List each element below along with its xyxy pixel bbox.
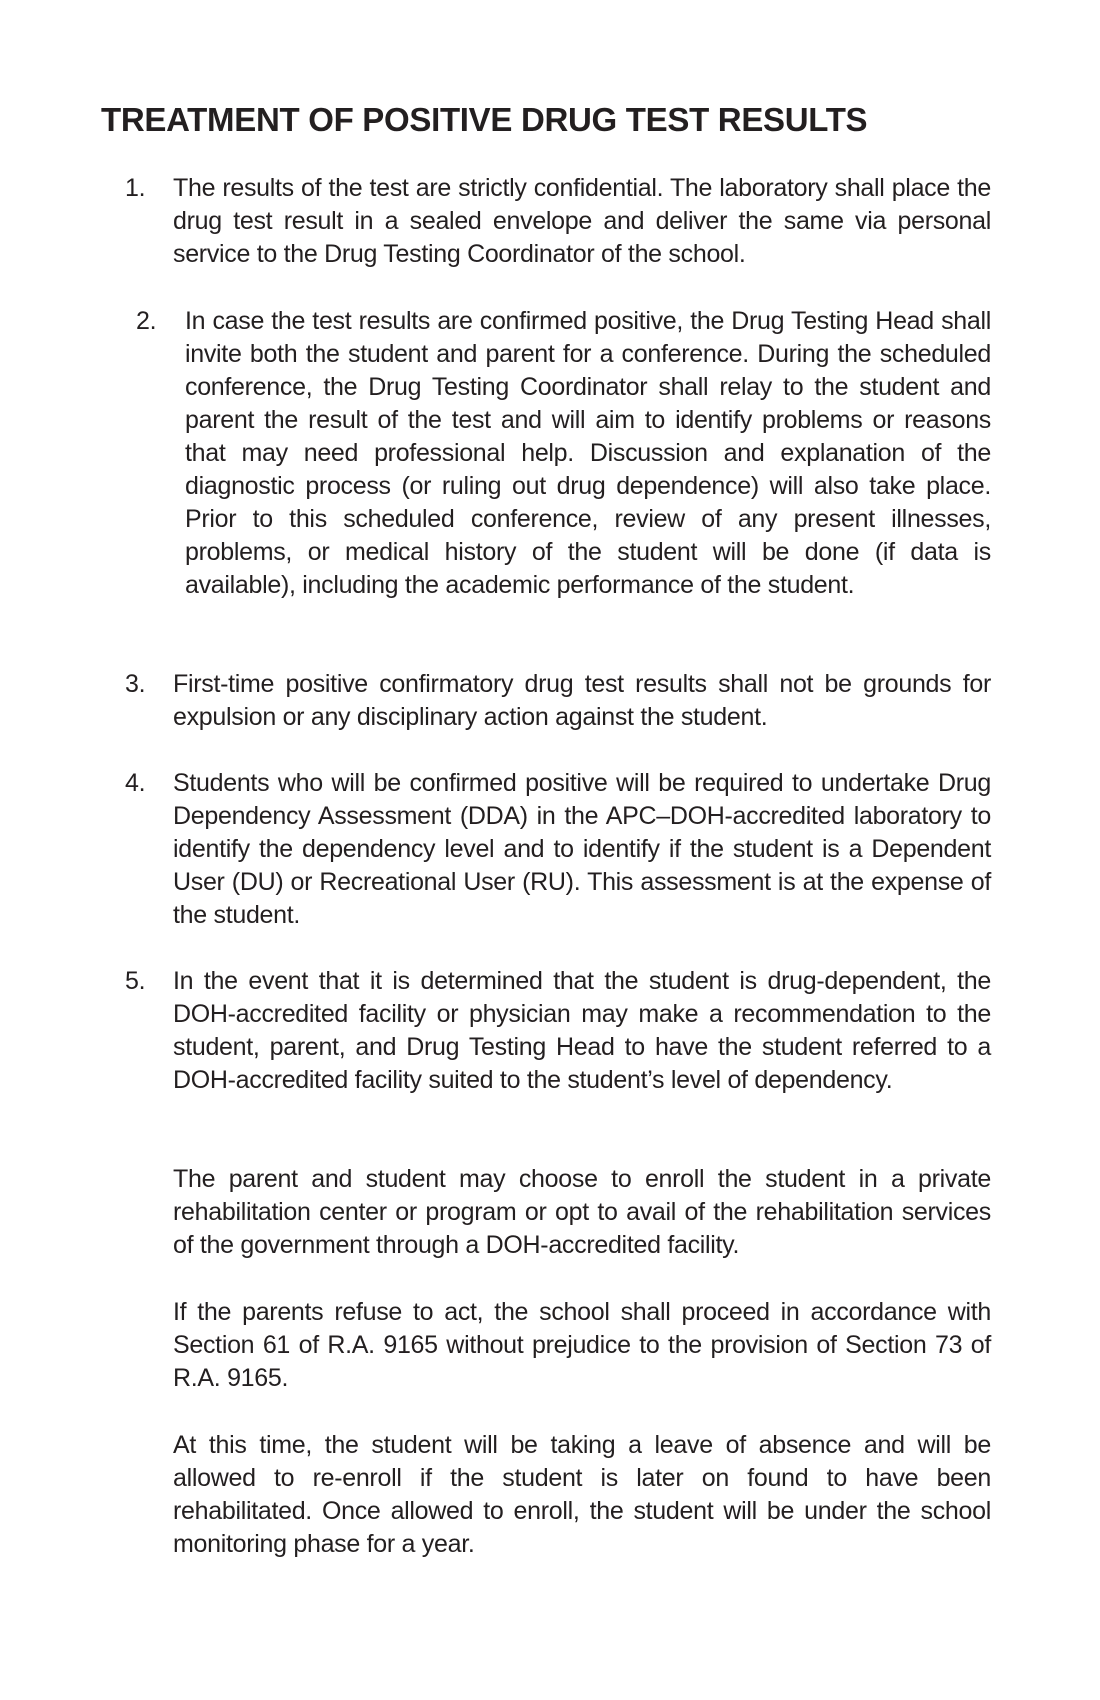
list-item-text: In case the test results are confirmed positive, the Drug Testing Head shall invite both the student and parent for a conference. During the scheduled conference, the Drug Testing Coordinator shall relay to the student and parent the result of the test and will aim to identify problems or reasons that may need professional help. Discussion and explanation of the diagnostic process (or ruling out drug dependence) will also take place. Prior to this scheduled conference, review of any present illnesses, problems, or medical history of the student will be done (if data is available), including the academic performance of the student. bbox=[185, 307, 991, 599]
list-item-text: In the event that it is determined that the student is drug-dependent, the DOH-accredited facility or physician may make a recommendation to the student, parent, and Drug Testing Head to have the student referred to a DOH-accredited facility suited to the student’s level of dependency. bbox=[173, 967, 991, 1094]
list-item-text: The results of the test are strictly confidential. The laboratory shall place the drug test result in a sealed envelope and deliver the same via personal service to the Drug Testing Coordinator of the school. bbox=[173, 174, 991, 268]
list-item-number: 1. bbox=[125, 174, 146, 202]
item-5-paragraph: At this time, the student will be taking a leave of absence and will be allowed to re-enroll if the student is later on found to have been rehabilitated. Once allowed to enroll, the student will be under the school monitoring phase for a year. bbox=[173, 1431, 991, 1558]
list-item-number: 2. bbox=[136, 307, 157, 335]
list-item-number: 4. bbox=[125, 769, 146, 797]
list-item-text: Students who will be confirmed positive will be required to undertake Drug Dependency Assessment (DDA) in the APC–DOH-accredited laboratory to identify the dependency level and to identify if the student is a Dependent User (DU) or Recreational User (RU). This assessment is at the expense of the student. bbox=[173, 769, 991, 929]
list-item bbox=[0, 305, 1100, 635]
list-item bbox=[0, 965, 1100, 1130]
list-item bbox=[0, 172, 1100, 272]
list-item bbox=[0, 767, 1100, 932]
list-item bbox=[0, 668, 1100, 734]
list-item-number: 5. bbox=[125, 967, 146, 995]
list-item-text: First-time positive confirmatory drug test results shall not be grounds for expulsion or any disciplinary action against the student. bbox=[173, 670, 991, 731]
page-title: TREATMENT OF POSITIVE DRUG TEST RESULTS bbox=[101, 101, 868, 138]
item-5-paragraph: If the parents refuse to act, the school shall proceed in accordance with Section 61 of R.A. 9165 without prejudice to the provision of Section 73 of R.A. 9165. bbox=[173, 1298, 991, 1392]
item-5-paragraph: The parent and student may choose to enroll the student in a private rehabilitation center or program or opt to avail of the rehabilitation services of the government through a DOH-accredited facility. bbox=[173, 1165, 991, 1259]
list-item-number: 3. bbox=[125, 670, 146, 698]
